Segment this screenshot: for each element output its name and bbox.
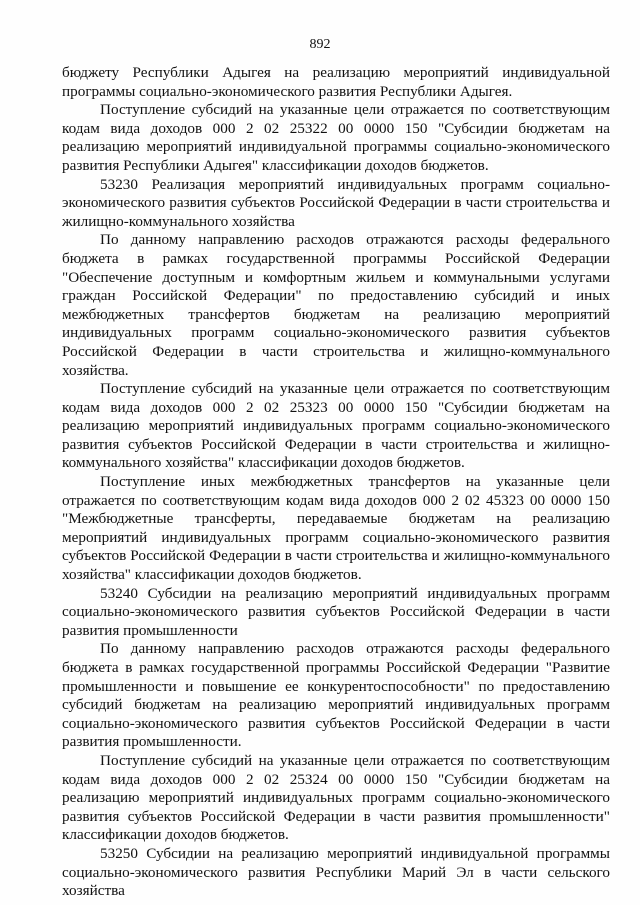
paragraph: Поступление иных межбюджетных трансфертов на указанные цели отражается по соответствующим кодам вида доходов 000 2 02 45323 00 0000 150 "Межбюджетные трансферты, передаваемые бюджетам на реализацию мероприятий индивидуальных программ социально-экономического развития субъектов Российской Федерации в части строительства и жилищно-коммунального хозяйства" классификации доходов бюджетов. — [62, 473, 610, 584]
paragraph-continuation: бюджету Республики Адыгея на реализацию мероприятий индивидуальной программы социально-экономического развития Республики Адыгея. — [62, 64, 610, 100]
paragraph: Поступление субсидий на указанные цели отражается по соответствующим кодам вида доходов 000 2 02 25323 00 0000 150 "Субсидии бюджетам на реализацию мероприятий индивидуальных программ социально-экономического развития субъектов Российской Федерации в части строительства и жилищно-коммунального хозяйства" классификации доходов бюджетов. — [62, 380, 610, 472]
paragraph: Поступление субсидий на указанные цели отражается по соответствующим кодам вида доходов 000 2 02 25322 00 0000 150 "Субсидии бюджетам на реализацию мероприятий индивидуальной программы социально-экономического развития Республики Адыгея" классификации доходов бюджетов. — [62, 101, 610, 174]
section-heading-53230: 53230 Реализация мероприятий индивидуальных программ социально-экономического развития субъектов Российской Федерации в части строительства и жилищно-коммунального хозяйства — [62, 175, 610, 230]
document-body — [62, 64, 610, 901]
paragraph: По данному направлению расходов отражаются расходы федерального бюджета в рамках государственной программы Российской Федерации "Развитие промышленности и повышение ее конкурентоспособности" по предоставлению субсидий бюджетам на реализацию мероприятий индивидуальных программ социально-экономического развития субъектов Российской Федерации в части развития промышленности. — [62, 640, 610, 751]
page-number: 892 — [309, 37, 331, 52]
paragraph: По данному направлению расходов отражаются расходы федерального бюджета в рамках государственной программы Российской Федерации "Обеспечение доступным и комфортным жильем и коммунальными услугами граждан Российской Федерации" по предоставлению субсидий и иных межбюджетных трансфертов бюджетам на реализацию мероприятий индивидуальных программ социально-экономического развития субъектов Российской Федерации в части строительства и жилищно-коммунального хозяйства. — [62, 231, 610, 379]
section-heading-53240: 53240 Субсидии на реализацию мероприятий индивидуальных программ социально-экономического развития субъектов Российской Федерации в части развития промышленности — [62, 584, 610, 639]
section-heading-53250: 53250 Субсидии на реализацию мероприятий индивидуальной программы социально-экономического развития Республики Марий Эл в части сельского хозяйства — [62, 844, 610, 900]
paragraph: Поступление субсидий на указанные цели отражается по соответствующим кодам вида доходов 000 2 02 25324 00 0000 150 "Субсидии бюджетам на реализацию мероприятий индивидуальных программ социально-экономического развития субъектов Российской Федерации в части развития промышленности" классификации доходов бюджетов. — [62, 751, 610, 844]
